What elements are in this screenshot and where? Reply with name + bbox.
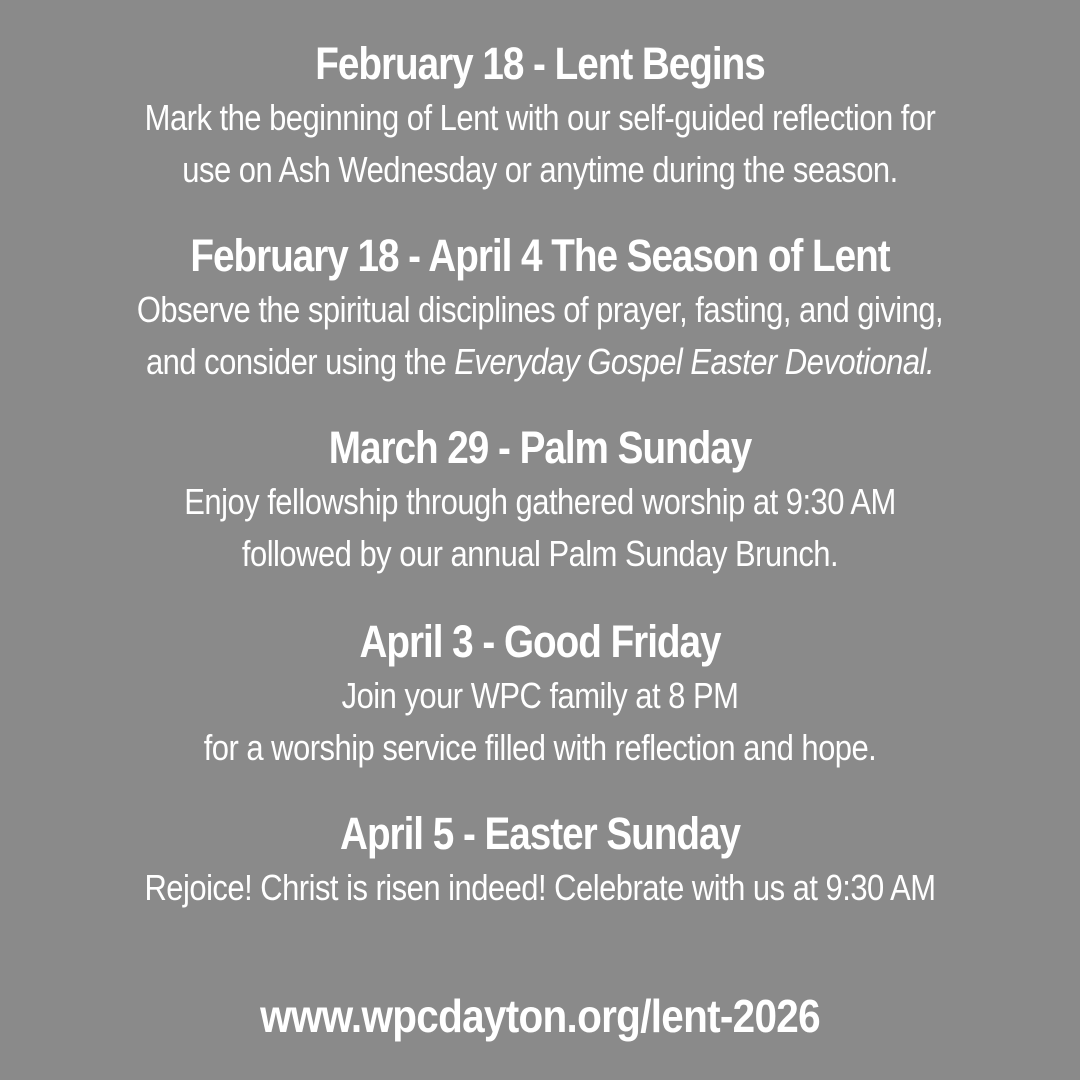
event-title: April 3 - Good Friday <box>359 616 721 667</box>
event-description <box>76 284 1005 388</box>
event-description-line: Enjoy fellowship through gathered worship at 9:30 AM <box>184 481 896 522</box>
event-description-line: use on Ash Wednesday or anytime during the season. <box>182 149 898 190</box>
event-easter-sunday <box>0 806 1080 914</box>
event-description <box>76 670 1005 774</box>
event-description-text: and consider using the <box>145 341 455 382</box>
event-description-line: Observe the spiritual disciplines of prayer, fasting, and giving, <box>136 289 944 330</box>
event-title: February 18 - Lent Begins <box>315 38 765 89</box>
website-url: www.wpcdayton.org/lent-2026 <box>260 990 820 1042</box>
event-title: February 18 - April 4 The Season of Lent <box>190 230 890 281</box>
event-description <box>76 92 1005 196</box>
event-palm-sunday <box>0 420 1080 580</box>
event-title: March 29 - Palm Sunday <box>328 422 752 473</box>
event-description-line: Mark the beginning of Lent with our self-guided reflection for <box>144 97 936 138</box>
event-title: April 5 - Easter Sunday <box>340 808 740 859</box>
event-good-friday <box>0 614 1080 774</box>
event-description-line: Join your WPC family at 8 PM <box>341 675 739 716</box>
event-season-of-lent <box>0 228 1080 388</box>
event-description <box>76 862 1005 914</box>
event-description-line: Rejoice! Christ is risen indeed! Celebrate with us at 9:30 AM <box>144 867 936 908</box>
event-description <box>76 476 1005 580</box>
event-description-line: for a worship service filled with reflection and hope. <box>203 727 877 768</box>
event-description-line <box>76 336 1005 388</box>
devotional-title: Everyday Gospel Easter Devotional. <box>454 341 935 382</box>
event-description-line: followed by our annual Palm Sunday Brunch. <box>241 533 839 574</box>
event-lent-begins <box>0 36 1080 196</box>
